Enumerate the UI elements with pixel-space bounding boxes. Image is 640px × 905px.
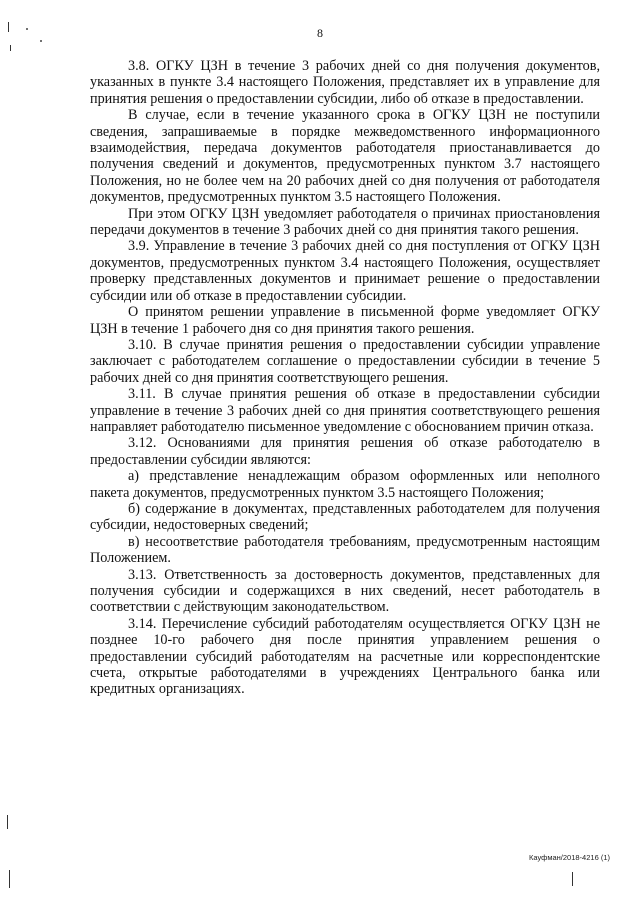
document-body	[90, 58, 600, 698]
scan-artifact	[7, 815, 8, 829]
scan-artifact	[10, 45, 11, 51]
list-item-b: б) содержание в документах, представленных работодателем для получения субсидии, недостоверных сведений;	[90, 500, 600, 534]
paragraph-notification: При этом ОГКУ ЦЗН уведомляет работодателя о причинах приостановления передачи документов в течение 3 рабочих дней со дня принятия такого решения.	[90, 205, 600, 239]
list-item-v: в) несоответствие работодателя требованиям, предусмотренным настоящим Положением.	[90, 533, 600, 567]
paragraph-3-14: 3.14. Перечисление субсидий работодателям осуществляется ОГКУ ЦЗН не позднее 10-го рабочего дня после принятия управлением решения о предоставлении субсидий работодателям на расчетные или корреспондентские счета, открытые работодателями в учреждениях Центрального банка или кредитных организациях.	[90, 615, 600, 698]
list-item-a: а) представление ненадлежащим образом оформленных или неполного пакета документов, предусмотренных пунктом 3.5 настоящего Положения;	[90, 468, 600, 501]
paragraph-3-13: 3.13. Ответственность за достоверность документов, представленных для получения субсидии и содержащихся в них сведений, несет работодатель в соответствии с действующим законодательством.	[90, 566, 600, 616]
scan-artifact	[8, 22, 9, 32]
paragraph-3-12: 3.12. Основаниями для принятия решения об отказе работодателю в предоставлении субсидии являются:	[90, 435, 600, 468]
paragraph-3-8: 3.8. ОГКУ ЦЗН в течение 3 рабочих дней со дня получения документов, указанных в пункте 3.4 настоящего Положения, представляет их в управление для принятия решения о предоставлении субсидии, либо об отказе в предоставлении.	[90, 58, 600, 107]
paragraph-delay-case: В случае, если в течение указанного срока в ОГКУ ЦЗН не поступили сведения, запрашиваемые в порядке межведомственного информационного взаимодействия, передача документов работодателя приостанавливается до получения сведений и документов, предусмотренных пунктом 3.7 настоящего Положения, но не более чем на 20 рабочих дней со дня получения от работодателя документов, предусмотренных пунктом 3.5 настоящего Положения.	[90, 107, 600, 206]
paragraph-3-10: 3.10. В случае принятия решения о предоставлении субсидии управление заключает с работодателем соглашение о предоставлении субсидии в течение 5 рабочих дней со дня принятия соответствующего решения.	[90, 336, 600, 386]
paragraph-3-9: 3.9. Управление в течение 3 рабочих дней со дня поступления от ОГКУ ЦЗН документов, предусмотренных пунктом 3.4 настоящего Положения, осуществляет проверку представленных документов и принимает решение о предоставлении субсидии или об отказе в предоставлении субсидии.	[90, 238, 600, 304]
document-reference: Кауфман/2018-4216 (1)	[529, 853, 610, 862]
scan-artifact	[26, 28, 28, 30]
paragraph-3-11: 3.11. В случае принятия решения об отказе в предоставлении субсидии управление в течение 3 рабочих дней со дня принятия соответствующего решения направляет работодателю письменное уведомление с обоснованием причин отказа.	[90, 386, 600, 435]
scan-artifact	[9, 870, 10, 888]
paragraph-decision-notice: О принятом решении управление в письменной форме уведомляет ОГКУ ЦЗН в течение 1 рабочего дня со дня принятия такого решения.	[90, 304, 600, 337]
page-number: 8	[317, 26, 323, 40]
scan-artifact	[40, 40, 42, 42]
scan-artifact	[572, 872, 573, 886]
